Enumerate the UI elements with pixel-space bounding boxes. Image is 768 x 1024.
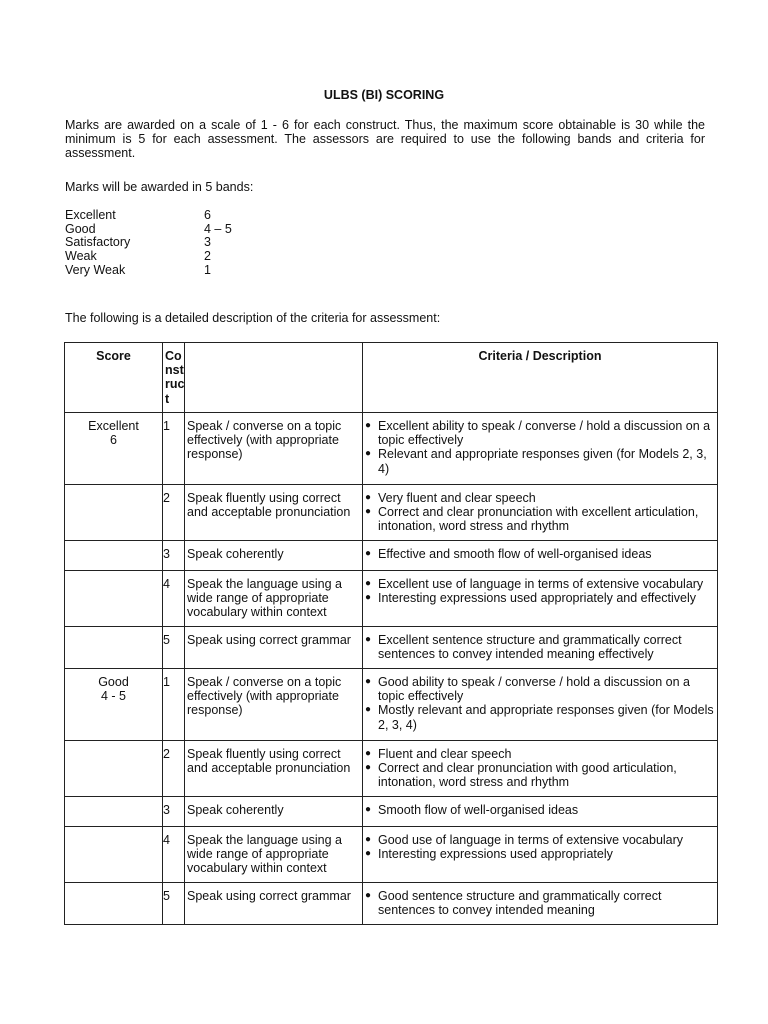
score-cell [65, 571, 163, 627]
band-name: Excellent [65, 208, 116, 222]
criteria-list [365, 577, 715, 605]
band-row [65, 222, 232, 236]
score-cell [65, 485, 163, 541]
criteria-cell [363, 571, 718, 627]
band-score: 4 – 5 [204, 221, 232, 236]
construct-number: 3 [163, 797, 185, 827]
criteria-list [365, 833, 715, 861]
table-body [65, 413, 718, 925]
criteria-item: ● Interesting expressions used appropriately [365, 847, 715, 861]
construct-number: 4 [163, 827, 185, 883]
table-row [65, 883, 718, 925]
construct-description: Speak the language using a wide range of appropriate vocabulary within context [185, 571, 363, 627]
table-row [65, 669, 718, 741]
construct-description: Speak coherently [185, 797, 363, 827]
criteria-list [365, 747, 715, 790]
construct-description: Speak fluently using correct and acceptable pronunciation [185, 741, 363, 797]
construct-number: 3 [163, 541, 185, 571]
criteria-list [365, 419, 715, 476]
construct-description: Speak fluently using correct and acceptable pronunciation [185, 485, 363, 541]
table-row [65, 541, 718, 571]
criteria-item: ● Good sentence structure and grammatically correct sentences to convey intended meaning [365, 889, 715, 917]
criteria-list [365, 547, 715, 561]
bands-list [65, 208, 232, 276]
score-cell [65, 883, 163, 925]
bands-intro: Marks will be awarded in 5 bands: [65, 180, 254, 194]
construct-description: Speak using correct grammar [185, 883, 363, 925]
intro-paragraph: Marks are awarded on a scale of 1 - 6 for each construct. Thus, the maximum score obtainable is 30 while the minimum is 5 for each assessment. The assessors are required to use the following bands and criteria for assessment. [65, 118, 705, 161]
construct-number: 2 [163, 741, 185, 797]
construct-number: 2 [163, 485, 185, 541]
criteria-item: ● Correct and clear pronunciation with excellent articulation, intonation, word stress and rhythm [365, 505, 715, 533]
construct-description: Speak using correct grammar [185, 627, 363, 669]
table-row [65, 413, 718, 485]
band-score: 2 [204, 249, 211, 264]
table-row [65, 485, 718, 541]
construct-number: 1 [163, 669, 185, 741]
score-cell [65, 741, 163, 797]
table-row [65, 741, 718, 797]
band-row [65, 235, 232, 249]
band-score: 1 [204, 262, 211, 277]
score-cell: Excellent 6 [65, 413, 163, 485]
band-score: 6 [204, 208, 211, 222]
criteria-list [365, 675, 715, 732]
score-cell: Good 4 - 5 [65, 669, 163, 741]
construct-description: Speak / converse on a topic effectively (with appropriate response) [185, 669, 363, 741]
score-cell [65, 797, 163, 827]
construct-description: Speak coherently [185, 541, 363, 571]
criteria-item: ● Good ability to speak / converse / hold a discussion on a topic effectively [365, 675, 715, 703]
criteria-list [365, 491, 715, 534]
construct-number: 5 [163, 883, 185, 925]
criteria-cell [363, 669, 718, 741]
construct-number: 4 [163, 571, 185, 627]
criteria-item: ● Relevant and appropriate responses given (for Models 2, 3, 4) [365, 447, 715, 475]
table-intro: The following is a detailed description of the criteria for assessment: [65, 311, 441, 325]
band-name: Very Weak [65, 262, 126, 277]
construct-description: Speak the language using a wide range of appropriate vocabulary within context [185, 827, 363, 883]
criteria-item: ● Correct and clear pronunciation with good articulation, intonation, word stress and rhythm [365, 761, 715, 789]
criteria-item: ● Smooth flow of well-organised ideas [365, 803, 715, 817]
table-header-row [65, 343, 718, 413]
criteria-cell [363, 413, 718, 485]
criteria-list [365, 633, 715, 661]
table-row [65, 797, 718, 827]
criteria-item: ● Interesting expressions used appropriately and effectively [365, 591, 715, 605]
score-cell [65, 827, 163, 883]
band-row [65, 263, 232, 277]
criteria-item: ● Excellent ability to speak / converse / hold a discussion on a topic effectively [365, 419, 715, 447]
header-construct-empty [185, 343, 363, 413]
header-criteria: Criteria / Description [363, 343, 718, 413]
page-title: ULBS (BI) SCORING [323, 88, 445, 102]
header-score: Score [65, 343, 163, 413]
construct-number: 1 [163, 413, 185, 485]
criteria-item: ● Very fluent and clear speech [365, 491, 715, 505]
criteria-cell [363, 485, 718, 541]
criteria-cell [363, 827, 718, 883]
criteria-cell [363, 797, 718, 827]
criteria-table [64, 342, 718, 925]
criteria-item: ● Good use of language in terms of extensive vocabulary [365, 833, 715, 847]
construct-description: Speak / converse on a topic effectively (with appropriate response) [185, 413, 363, 485]
band-name: Weak [65, 249, 97, 264]
band-row [65, 249, 232, 263]
criteria-item: ● Excellent use of language in terms of extensive vocabulary [365, 577, 715, 591]
table-row [65, 627, 718, 669]
criteria-list [365, 889, 715, 917]
band-name: Satisfactory [65, 235, 131, 250]
table-row [65, 827, 718, 883]
criteria-cell [363, 741, 718, 797]
criteria-item: ● Excellent sentence structure and grammatically correct sentences to convey intended meaning effectively [365, 633, 715, 661]
band-score: 3 [204, 235, 211, 250]
criteria-item: ● Fluent and clear speech [365, 747, 715, 761]
score-cell [65, 627, 163, 669]
header-construct-number: Co nst ruc t [163, 343, 185, 413]
criteria-item: ● Mostly relevant and appropriate responses given (for Models 2, 3, 4) [365, 703, 715, 731]
criteria-item: ● Effective and smooth flow of well-organised ideas [365, 547, 715, 561]
construct-number: 5 [163, 627, 185, 669]
criteria-cell [363, 883, 718, 925]
criteria-list [365, 803, 715, 817]
band-row [65, 208, 232, 222]
table-row [65, 571, 718, 627]
band-name: Good [65, 221, 96, 236]
criteria-cell [363, 541, 718, 571]
criteria-cell [363, 627, 718, 669]
score-cell [65, 541, 163, 571]
